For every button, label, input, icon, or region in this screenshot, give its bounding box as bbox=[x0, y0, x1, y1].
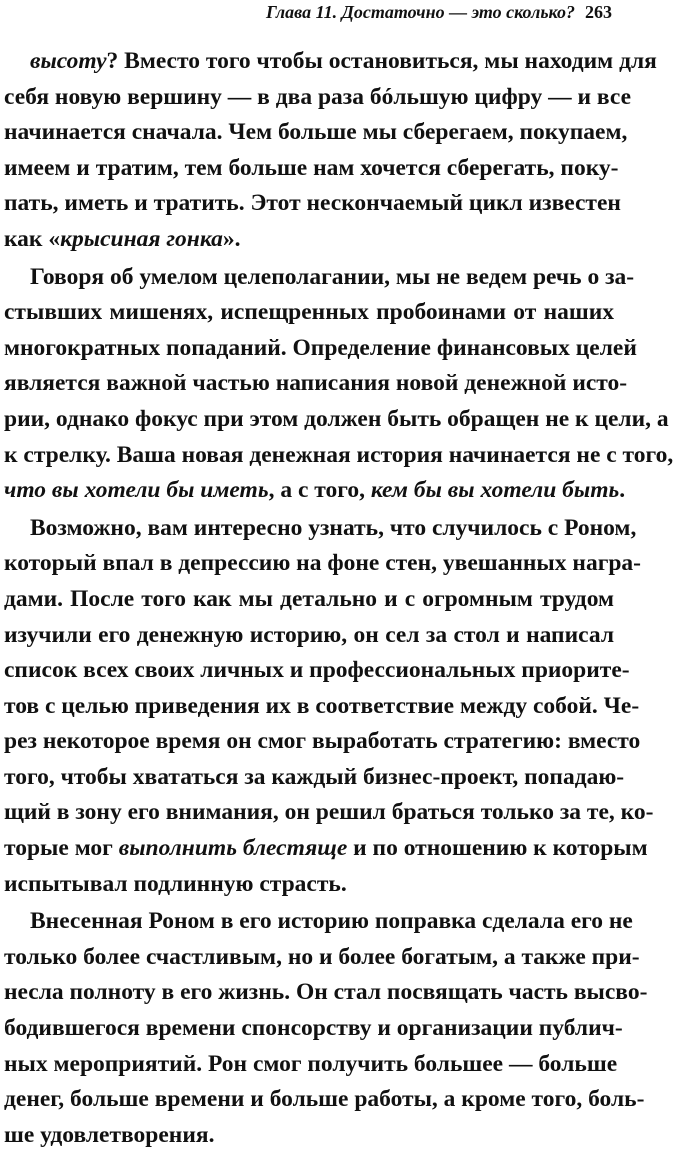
body-text bbox=[4, 44, 673, 1153]
text-run: Внесенная Роном в его историю поправка сделала его не bbox=[30, 908, 633, 935]
text-line bbox=[4, 975, 648, 1011]
text-line bbox=[4, 438, 673, 474]
text-line bbox=[4, 366, 628, 402]
text-line bbox=[4, 904, 633, 940]
text-line bbox=[4, 295, 614, 331]
italic-text: выполнить блестяще bbox=[118, 835, 348, 862]
italic-text: кем бы вы хотели быть bbox=[370, 477, 620, 504]
text-line bbox=[4, 582, 614, 618]
text-run: бодившегося времени спонсорству и организации публич- bbox=[4, 1015, 623, 1042]
text-run: тов с целью приведения их в соответствие между собой. Че- bbox=[4, 692, 640, 719]
text-line bbox=[4, 186, 621, 222]
text-run: несла полноту в его жизнь. Он стал посвящать часть высво- bbox=[4, 979, 648, 1006]
chapter-title: Глава 11. Достаточно — это сколько? bbox=[266, 2, 575, 22]
running-header bbox=[266, 2, 612, 23]
italic-text: высоту bbox=[30, 48, 107, 74]
text-line bbox=[4, 151, 619, 187]
text-run: щий в зону его внимания, он решил браться только за те, ко- bbox=[4, 799, 654, 826]
text-line bbox=[4, 402, 669, 438]
text-run: ных мероприятий. Рон смог получить большее — больше bbox=[4, 1050, 618, 1077]
text-run: стывших мишенях, испещренных пробоинами от наших bbox=[4, 299, 614, 326]
italic-text: что вы хотели бы иметь bbox=[4, 477, 269, 504]
text-run: Возможно, вам интересно узнать, что случилось с Роном, bbox=[30, 514, 637, 541]
page-number: 263 bbox=[585, 2, 612, 22]
text-run: денег, больше времени и больше работы, а кроме того, боль- bbox=[4, 1086, 645, 1113]
text-run: себя новую вершину — в два раза бóльшую цифру — и все bbox=[4, 83, 632, 110]
italic-text: крысиная гонка bbox=[60, 225, 223, 252]
text-run: торые мог bbox=[4, 835, 119, 862]
text-run: пать, иметь и тратить. Этот нескончаемый цикл известен bbox=[4, 190, 621, 217]
text-run: , а с того, bbox=[268, 477, 371, 504]
text-run: к стрелку. Ваша новая денежная история начинается не с того, bbox=[4, 441, 673, 468]
text-line bbox=[4, 511, 637, 547]
text-run: того, чтобы хвататься за каждый бизнес-проект, попадаю- bbox=[4, 763, 625, 790]
text-line bbox=[4, 831, 648, 867]
text-line bbox=[4, 80, 632, 116]
text-run: ? Вместо того чтобы остановиться, мы находим для bbox=[106, 48, 657, 74]
text-line bbox=[4, 1082, 645, 1118]
text-run: дами. После того как мы детально и с огромным трудом bbox=[4, 585, 614, 612]
paragraph bbox=[4, 511, 654, 903]
text-line bbox=[4, 546, 642, 582]
text-run: . bbox=[619, 477, 626, 504]
paragraph bbox=[4, 904, 648, 1153]
text-line bbox=[4, 331, 637, 367]
text-line bbox=[4, 1118, 614, 1153]
text-line bbox=[4, 940, 640, 976]
text-line bbox=[4, 795, 654, 831]
text-line bbox=[4, 1047, 618, 1083]
text-run: имеем и тратим, тем больше нам хочется сберегать, поку- bbox=[4, 154, 619, 181]
text-line bbox=[4, 689, 640, 725]
text-line bbox=[4, 618, 614, 654]
text-run: который впал в депрессию на фоне стен, увешанных награ- bbox=[4, 550, 642, 577]
paragraph bbox=[4, 260, 673, 509]
text-run: ше удовлетворения. bbox=[4, 1121, 215, 1148]
text-run: начинается сначала. Чем больше мы сберегаем, покупаем, bbox=[4, 119, 628, 146]
paragraph bbox=[4, 44, 657, 258]
text-line bbox=[4, 1011, 623, 1047]
text-run: ». bbox=[222, 225, 241, 252]
text-line bbox=[4, 115, 628, 151]
text-run: как « bbox=[4, 225, 61, 252]
text-run: рии, однако фокус при этом должен быть обращен не к цели, а bbox=[4, 405, 669, 432]
text-run: только более счастливым, но и более богатым, а также при- bbox=[4, 943, 640, 970]
text-line bbox=[4, 260, 635, 296]
text-run: список всех своих личных и профессиональных приорите- bbox=[4, 657, 630, 684]
text-line bbox=[4, 760, 625, 796]
text-run: многократных попаданий. Определение финансовых целей bbox=[4, 334, 637, 361]
text-run: рез некоторое время он смог выработать стратегию: вместо bbox=[4, 728, 641, 755]
text-line bbox=[4, 44, 657, 80]
text-run: изучили его денежную историю, он сел за стол и написал bbox=[4, 621, 614, 648]
text-line bbox=[4, 473, 626, 509]
text-line bbox=[4, 867, 614, 903]
text-line bbox=[4, 222, 614, 258]
text-line bbox=[4, 724, 641, 760]
text-run: Говоря об умелом целеполагании, мы не ведем речь о за- bbox=[30, 263, 635, 290]
text-run: испытывал подлинную страсть. bbox=[4, 870, 347, 897]
text-run: является важной частью написания новой денежной исто- bbox=[4, 370, 628, 397]
text-run: и по отношению к которым bbox=[347, 835, 648, 862]
text-line bbox=[4, 653, 630, 689]
